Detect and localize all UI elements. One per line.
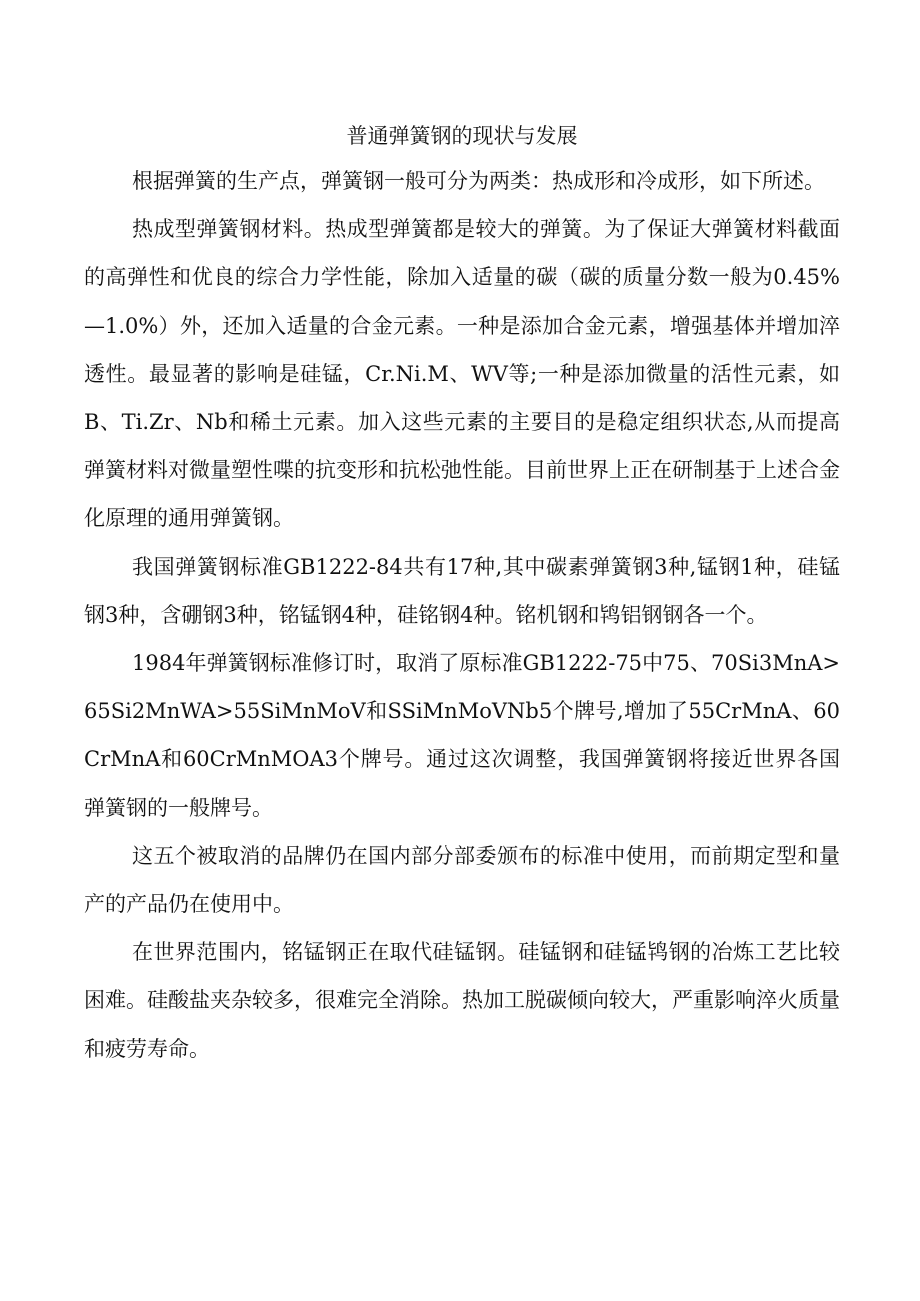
paragraph-national-standard: 我国弹簧钢标准GB1222-84共有17种,其中碳素弹簧钢3种,锰钢1种，硅锰钢3种，含硼钢3种，铭锰钢4种，硅铭钢4种。铭机钢和鸨铝钢钢各一个。	[84, 554, 840, 627]
document-page	[84, 118, 840, 1073]
document-title: 普通弹簧钢的现状与发展	[346, 124, 578, 148]
paragraph-hot-formed-steel: 热成型弹簧钢材料。热成型弹簧都是较大的弹簧。为了保证大弹簧材料截面的高弹性和优良的综合力学性能，除加入适量的碳（碳的质量分数一般为0.45%—1.0%）外，还加入适量的合金元素。一种是添加合金元素，增强基体并增加淬透性。最显著的影响是硅锰，Cr.Ni.M、WV等;一种是添加微量的活性元素，如B、Ti.Zr、Nb和稀土元素。加入这些元素的主要目的是稳定组织状态,从而提高弹簧材料对微量塑性喋的抗变形和抗松弛性能。目前世界上正在研制基于上述合金化原理的通用弹簧钢。	[84, 217, 840, 531]
paragraph-classification: 根据弹簧的生产点，弹簧钢一般可分为两类：热成形和冷成形，如下所述。	[132, 169, 825, 193]
paragraph-cancelled-grades: 这五个被取消的品牌仍在国内部分部委颁布的标准中使用，而前期定型和量产的产品仍在使用中。	[84, 843, 840, 917]
paragraph-worldwide-trend: 在世界范围内，铭锰钢正在取代硅锰钢。硅锰钢和硅锰鸨钢的冶炼工艺比较困难。硅酸盐夹杂较多，很难完全消除。热加工脱碳倾向较大，严重影响淬火质量和疲劳寿命。	[84, 940, 840, 1061]
paragraph-1984-revision: 1984年弹簧钢标准修订时，取消了原标准GB1222-75中75、70Si3MnA>65Si2MnWA>55SiMnMoV和SSiMnMoVNb5个牌号,增加了55CrMnA、60CrMnA和60CrMnMOA3个牌号。通过这次调整，我国弹簧钢将接近世界各国弹簧钢的一般牌号。	[84, 651, 840, 820]
